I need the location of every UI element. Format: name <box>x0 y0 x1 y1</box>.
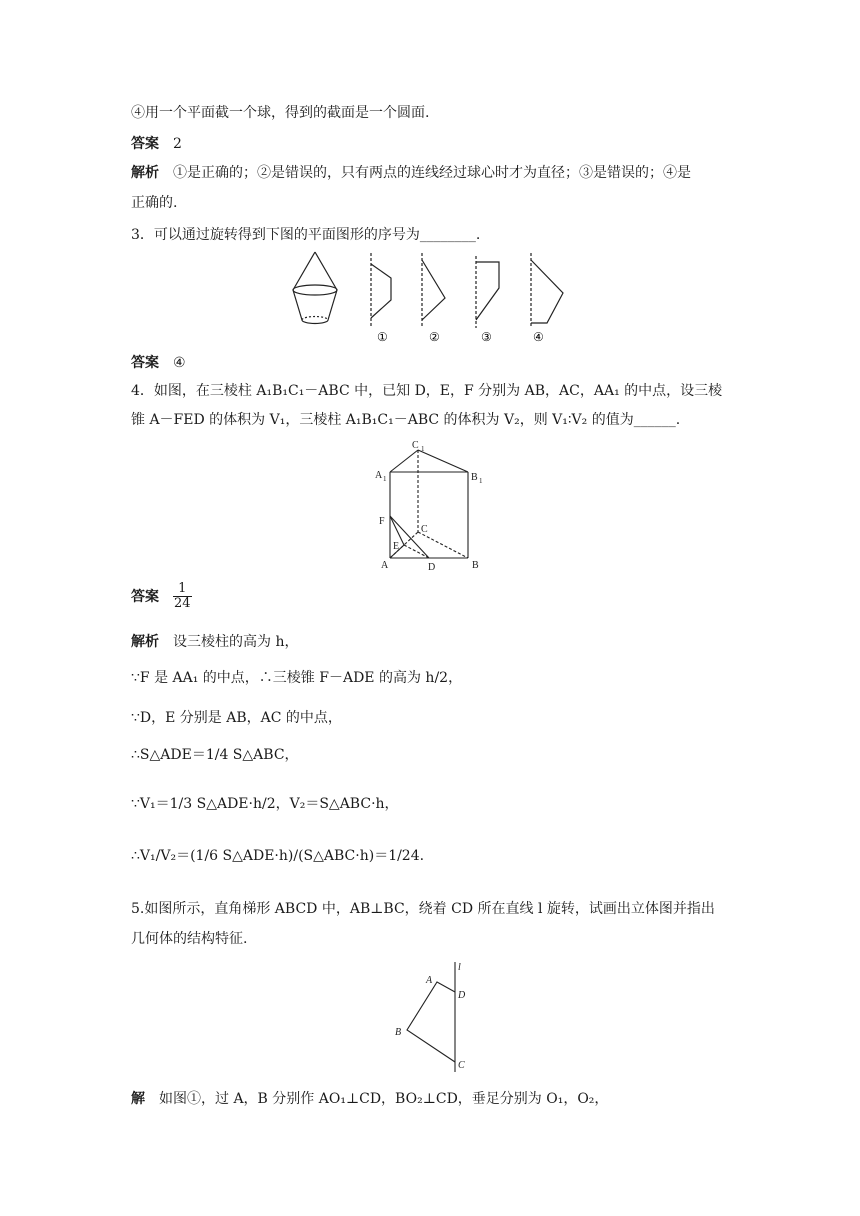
explanation-2-line-1: 解析 ①是正确的；②是错误的，只有两点的连线经过球心时才为直径；③是错误的；④是 <box>131 165 691 181</box>
question-4-line-2: 锥 A－FED 的体积为 V₁，三棱柱 A₁B₁C₁－ABC 的体积为 V₂，则 V₁∶V₂ 的值为______. <box>131 412 681 428</box>
question-item-4-text: ④用一个平面截一个球，得到的截面是一个圆面. <box>131 105 430 121</box>
answer-label: 答案 <box>131 136 159 152</box>
explanation-4-line-2: ∵F 是 AA₁ 的中点，∴三棱锥 F－ADE 的高为 h/2， <box>131 670 463 686</box>
label-C: C <box>421 524 428 535</box>
label-A: A <box>381 560 389 571</box>
solution-5: 解 如图①，过 A，B 分别作 AO₁⊥CD，BO₂⊥CD，垂足分别为 O₁，O₂， <box>131 1091 609 1107</box>
label-E: E <box>393 541 400 552</box>
explanation-4-line-4: ∴S△ADE＝1/4 S△ABC， <box>131 747 299 763</box>
label-B: B <box>395 1027 402 1038</box>
question-5-line-1: 5.如图所示，直角梯形 ABCD 中，AB⊥BC，绕着 CD 所在直线 l 旋转，试画出立体图并指出 <box>131 901 715 917</box>
explanation-4-line-6: ∴V₁/V₂＝(1/6 S△ADE·h)/(S△ABC·h)＝1/24. <box>131 848 425 864</box>
label-A: A <box>426 975 433 986</box>
label-C1: C <box>412 440 419 451</box>
answer-3: 答案 ④ <box>131 355 186 371</box>
figure-label-1: ① <box>377 330 388 344</box>
answer-4-fraction: $\frac{1}{24}$ <box>174 581 191 611</box>
question-4-line-1: 4．如图，在三棱柱 A₁B₁C₁－ABC 中，已知 D，E，F 分别为 AB，AC，AA₁ 的中点，设三棱 <box>131 383 723 399</box>
explanation-2-line-2: 正确的. <box>131 195 178 211</box>
figure-q4-prism <box>372 440 492 572</box>
explanation-4-line-5: ∵V₁＝1/3 S△ADE·h/2，V₂＝S△ABC·h， <box>131 796 399 812</box>
question-3: 3．可以通过旋转得到下图的平面图形的序号为________. <box>131 227 481 243</box>
figure-label-4: ④ <box>533 330 544 344</box>
figure-label-3: ③ <box>481 330 492 344</box>
explanation-4-line-1: 解析 设三棱柱的高为 h， <box>131 634 299 650</box>
answer-4: 答案 $\frac{1}{24}$ <box>131 581 191 611</box>
svg-text:1: 1 <box>421 445 425 453</box>
label-l: l <box>458 962 461 973</box>
figure-q5-trapezoid <box>385 958 475 1076</box>
figure-q3-shapes <box>285 248 575 346</box>
label-C: C <box>458 1060 465 1071</box>
label-D: D <box>458 990 466 1001</box>
answer-2: 答案 2 <box>131 136 182 152</box>
svg-text:1: 1 <box>479 477 483 485</box>
label-A1: A <box>375 470 383 481</box>
figure-label-2: ② <box>429 330 440 344</box>
label-F: F <box>379 516 385 527</box>
label-B1: B <box>471 472 478 483</box>
svg-text:1: 1 <box>383 475 387 483</box>
explanation-4-line-3: ∵D，E 分别是 AB，AC 的中点， <box>131 710 342 726</box>
solution-label: 解 <box>131 1091 145 1107</box>
label-D: D <box>428 562 436 572</box>
explanation-label: 解析 <box>131 165 159 181</box>
label-B: B <box>472 560 479 571</box>
question-5-line-2: 几何体的结构特征. <box>131 931 248 947</box>
